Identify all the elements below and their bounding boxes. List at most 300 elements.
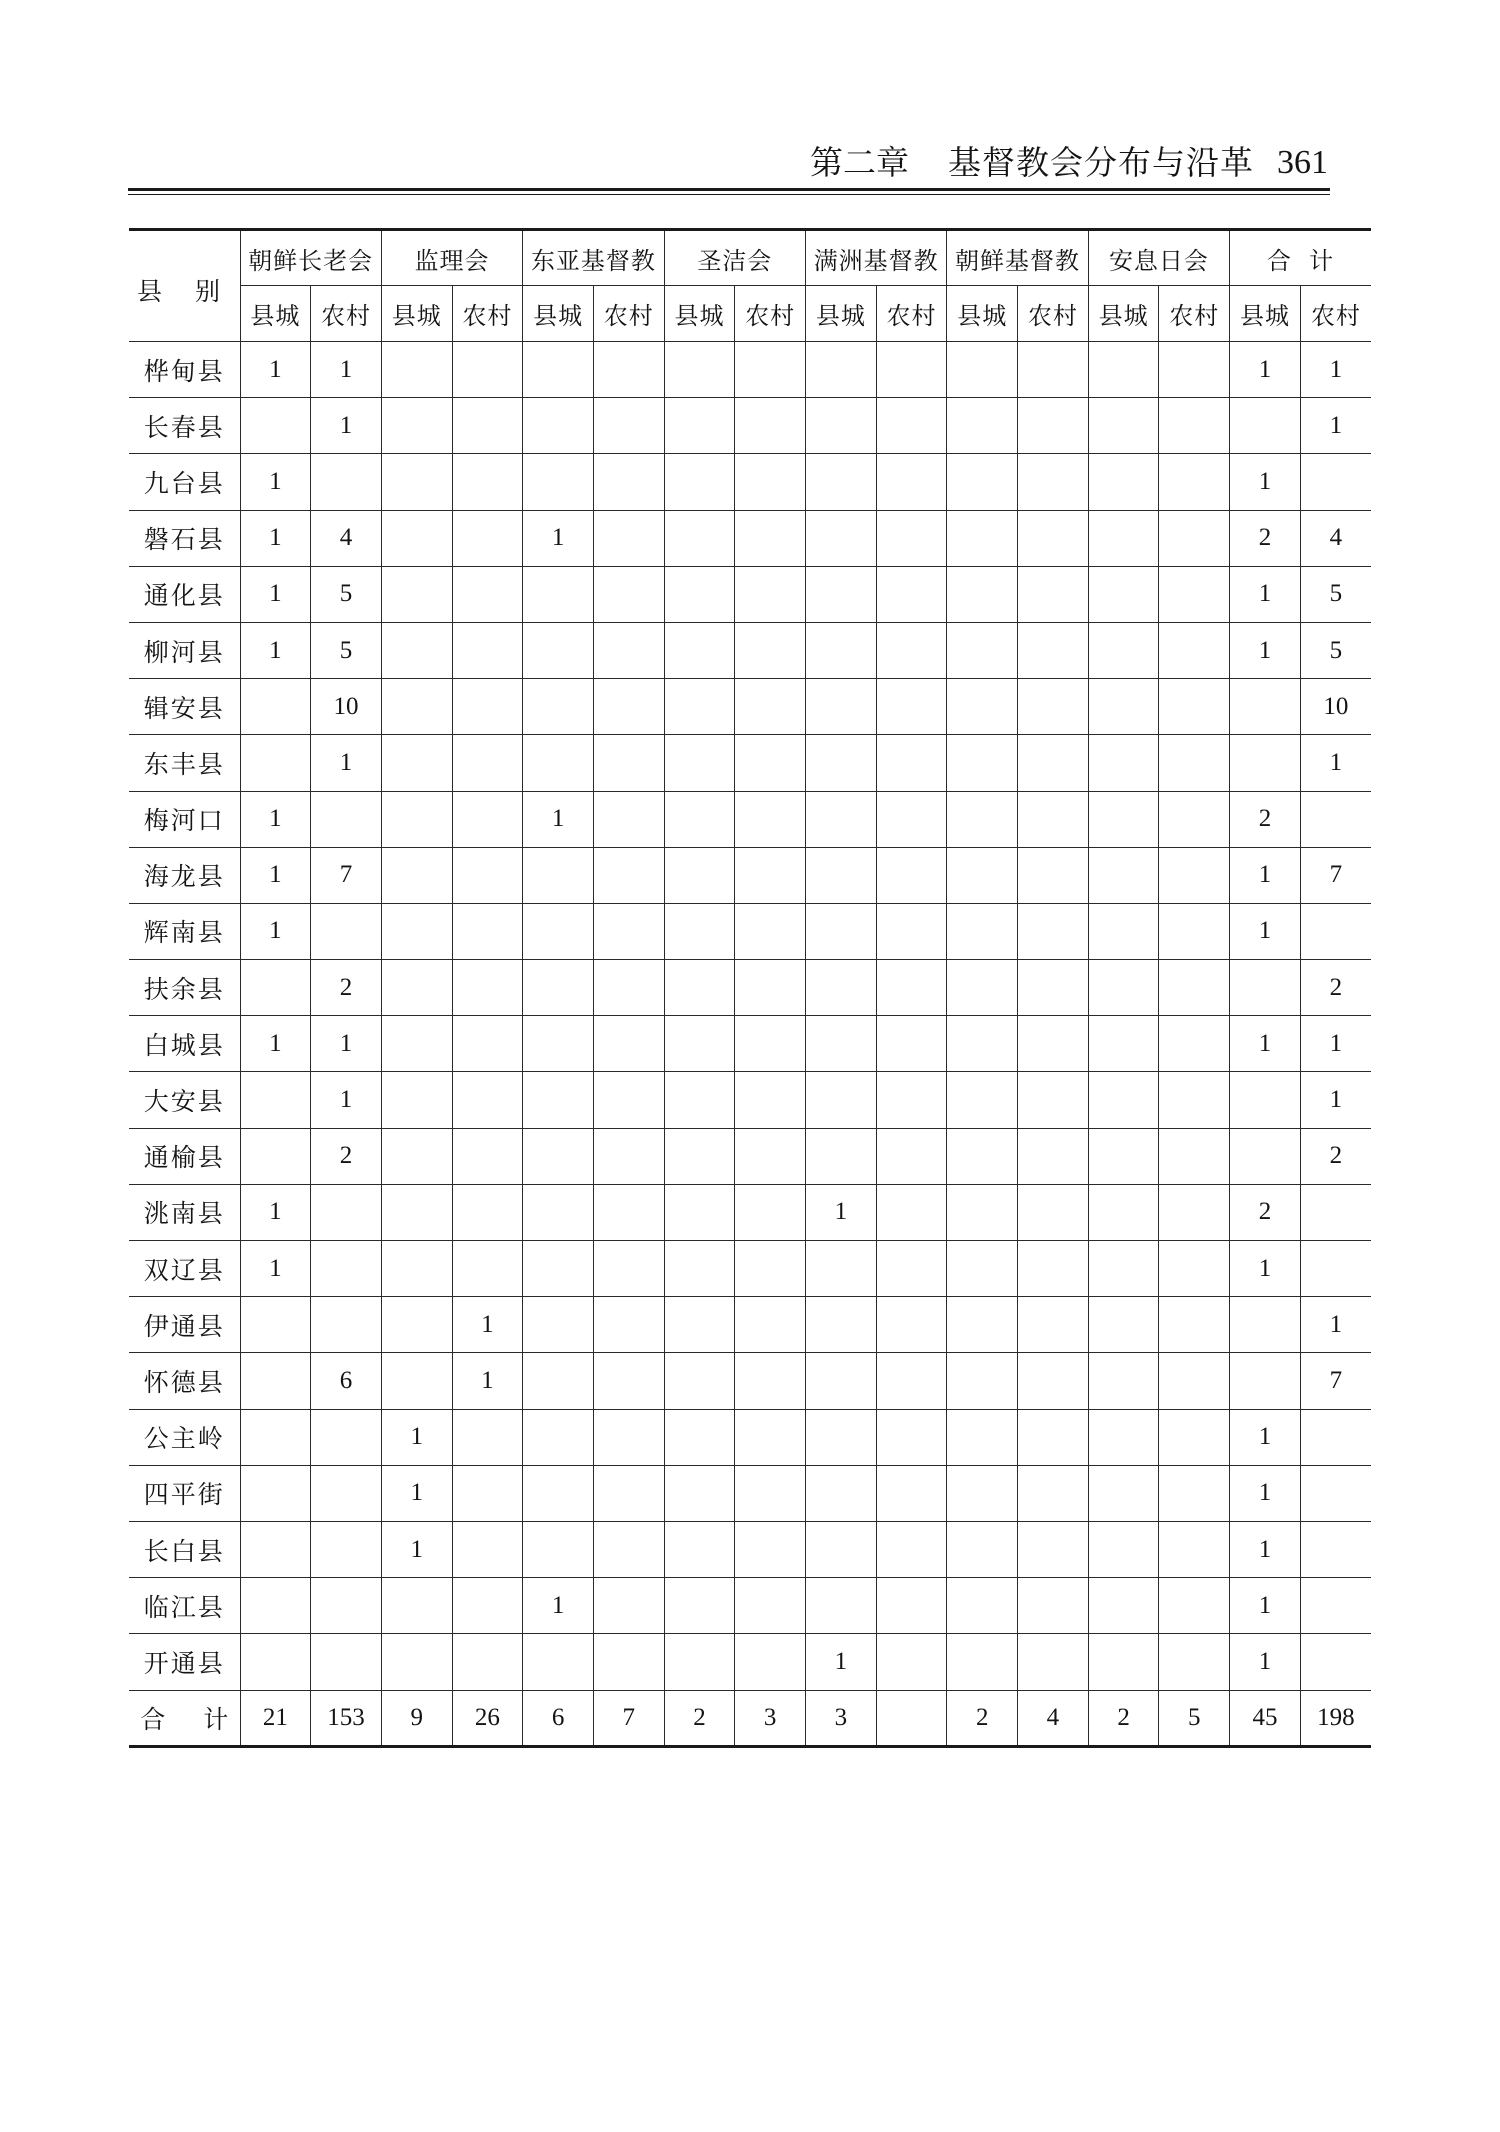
- count-cell: [452, 1521, 523, 1577]
- count-cell: [947, 566, 1018, 622]
- count-cell: [1159, 1072, 1230, 1128]
- count-cell: [1300, 1578, 1371, 1634]
- count-cell: [311, 1297, 382, 1353]
- count-cell: [311, 1634, 382, 1690]
- count-cell: [806, 791, 877, 847]
- count-cell: [735, 1184, 806, 1240]
- count-cell: [452, 454, 523, 510]
- count-cell: [735, 622, 806, 678]
- count-cell: [1300, 791, 1371, 847]
- count-cell: [664, 960, 735, 1016]
- count-cell: [806, 1578, 877, 1634]
- count-cell: [593, 1128, 664, 1184]
- count-cell: [1018, 1353, 1089, 1409]
- count-cell: 4: [311, 510, 382, 566]
- table-body: [129, 342, 1371, 1747]
- count-cell: [1018, 791, 1089, 847]
- count-cell: [311, 1409, 382, 1465]
- count-cell: [664, 566, 735, 622]
- count-cell: [381, 1634, 452, 1690]
- count-cell: [523, 847, 594, 903]
- count-cell: [1018, 342, 1089, 398]
- count-cell: [593, 454, 664, 510]
- count-cell: [1018, 903, 1089, 959]
- count-cell: [947, 1128, 1018, 1184]
- count-cell: 1: [523, 1578, 594, 1634]
- count-cell: 1: [381, 1521, 452, 1577]
- count-cell: [1159, 1016, 1230, 1072]
- county-name: 桦甸县: [129, 342, 240, 398]
- count-cell: [664, 903, 735, 959]
- denomination-header: 东亚基督教: [523, 230, 664, 286]
- count-cell: [523, 1297, 594, 1353]
- count-cell: [664, 1409, 735, 1465]
- count-cell: [381, 510, 452, 566]
- count-cell: [1159, 1353, 1230, 1409]
- count-cell: [1088, 1353, 1159, 1409]
- count-cell: [735, 1072, 806, 1128]
- count-cell: [523, 1465, 594, 1521]
- count-cell: [381, 903, 452, 959]
- count-cell: [1018, 1297, 1089, 1353]
- count-cell: [876, 791, 947, 847]
- total-cell: 3: [735, 1690, 806, 1746]
- count-cell: [806, 1353, 877, 1409]
- count-cell: [1159, 398, 1230, 454]
- count-cell: [876, 1184, 947, 1240]
- count-cell: [1018, 1578, 1089, 1634]
- count-cell: 1: [1230, 342, 1301, 398]
- count-cell: [593, 791, 664, 847]
- count-cell: [1088, 454, 1159, 510]
- count-cell: [1159, 679, 1230, 735]
- count-cell: [381, 791, 452, 847]
- count-cell: [1300, 1184, 1371, 1240]
- count-cell: 2: [1300, 1128, 1371, 1184]
- count-cell: [311, 1578, 382, 1634]
- count-cell: [1088, 903, 1159, 959]
- count-cell: [523, 903, 594, 959]
- running-header: [810, 138, 1330, 188]
- count-cell: [1159, 566, 1230, 622]
- count-cell: [664, 1016, 735, 1072]
- count-cell: [806, 960, 877, 1016]
- count-cell: [806, 566, 877, 622]
- count-cell: [806, 903, 877, 959]
- count-cell: [876, 847, 947, 903]
- total-cell: 198: [1300, 1690, 1371, 1746]
- total-cell: 5: [1159, 1690, 1230, 1746]
- count-cell: [452, 1409, 523, 1465]
- county-name: 四平街: [129, 1465, 240, 1521]
- count-cell: 1: [1300, 342, 1371, 398]
- count-cell: [735, 398, 806, 454]
- count-cell: [523, 566, 594, 622]
- table-row: [129, 510, 1371, 566]
- table-row: [129, 1016, 1371, 1072]
- header-rule-thick: [128, 188, 1330, 191]
- count-cell: [1088, 1241, 1159, 1297]
- count-cell: 1: [523, 791, 594, 847]
- county-name: 磐石县: [129, 510, 240, 566]
- total-cell: 2: [1088, 1690, 1159, 1746]
- count-cell: [593, 1241, 664, 1297]
- count-cell: [1018, 566, 1089, 622]
- count-cell: [1018, 1241, 1089, 1297]
- count-cell: [593, 1184, 664, 1240]
- count-cell: [947, 454, 1018, 510]
- count-cell: 1: [1230, 1578, 1301, 1634]
- count-cell: [1159, 1465, 1230, 1521]
- count-cell: [876, 903, 947, 959]
- count-cell: [593, 1578, 664, 1634]
- total-row: [129, 1690, 1371, 1746]
- count-cell: [735, 847, 806, 903]
- count-cell: 1: [452, 1297, 523, 1353]
- count-cell: [1018, 960, 1089, 1016]
- count-cell: 1: [1230, 1241, 1301, 1297]
- count-cell: [876, 1297, 947, 1353]
- count-cell: [240, 1128, 311, 1184]
- count-cell: [947, 1578, 1018, 1634]
- count-cell: [593, 1521, 664, 1577]
- count-cell: [806, 1297, 877, 1353]
- count-cell: [876, 960, 947, 1016]
- count-cell: [452, 1634, 523, 1690]
- count-cell: [1088, 1465, 1159, 1521]
- count-cell: [452, 1128, 523, 1184]
- count-cell: [381, 1578, 452, 1634]
- count-cell: [311, 1241, 382, 1297]
- count-cell: [947, 1297, 1018, 1353]
- count-cell: [1159, 1634, 1230, 1690]
- count-cell: [1159, 1184, 1230, 1240]
- count-cell: [947, 791, 1018, 847]
- count-cell: [240, 735, 311, 791]
- count-cell: [947, 960, 1018, 1016]
- count-cell: [523, 1016, 594, 1072]
- count-cell: [664, 735, 735, 791]
- sub-header-cell: 农村: [1018, 286, 1089, 342]
- county-name: 洮南县: [129, 1184, 240, 1240]
- count-cell: 1: [1230, 1409, 1301, 1465]
- sub-header-cell: 县城: [523, 286, 594, 342]
- count-cell: [1018, 847, 1089, 903]
- count-cell: [593, 903, 664, 959]
- county-name: 公主岭: [129, 1409, 240, 1465]
- count-cell: [1018, 454, 1089, 510]
- chapter-title: 基督教会分布与沿革: [948, 143, 1254, 182]
- county-name: 临江县: [129, 1578, 240, 1634]
- count-cell: [735, 342, 806, 398]
- count-cell: [452, 510, 523, 566]
- count-cell: [1088, 1072, 1159, 1128]
- total-cell: 7: [593, 1690, 664, 1746]
- count-cell: 2: [1230, 510, 1301, 566]
- count-cell: [1159, 960, 1230, 1016]
- count-cell: 1: [240, 454, 311, 510]
- count-cell: [664, 454, 735, 510]
- count-cell: [1230, 960, 1301, 1016]
- count-cell: [1088, 1634, 1159, 1690]
- total-cell: 9: [381, 1690, 452, 1746]
- count-cell: [523, 1521, 594, 1577]
- count-cell: [735, 735, 806, 791]
- count-cell: [593, 1465, 664, 1521]
- count-cell: [381, 1184, 452, 1240]
- count-cell: [664, 1578, 735, 1634]
- count-cell: [876, 1465, 947, 1521]
- page-number: 361: [1277, 144, 1328, 181]
- count-cell: [1088, 510, 1159, 566]
- count-cell: [240, 1409, 311, 1465]
- count-cell: [1088, 1297, 1159, 1353]
- count-cell: [452, 960, 523, 1016]
- count-cell: 1: [1230, 903, 1301, 959]
- count-cell: [593, 735, 664, 791]
- count-cell: 1: [1230, 454, 1301, 510]
- denomination-header: 安息日会: [1088, 230, 1229, 286]
- sub-header-cell: 县城: [664, 286, 735, 342]
- count-cell: [947, 1353, 1018, 1409]
- count-cell: 5: [311, 622, 382, 678]
- count-cell: 1: [1300, 398, 1371, 454]
- count-cell: [1300, 1634, 1371, 1690]
- count-cell: [1088, 791, 1159, 847]
- count-cell: 1: [240, 510, 311, 566]
- count-cell: [381, 566, 452, 622]
- header-rule-thin: [128, 194, 1330, 195]
- count-cell: [523, 342, 594, 398]
- count-cell: [876, 735, 947, 791]
- sub-header-cell: 农村: [452, 286, 523, 342]
- count-cell: 5: [311, 566, 382, 622]
- count-cell: 1: [311, 735, 382, 791]
- count-cell: [1088, 1521, 1159, 1577]
- count-cell: [452, 735, 523, 791]
- count-cell: [947, 1409, 1018, 1465]
- county-name: 通化县: [129, 566, 240, 622]
- sub-header-cell: 农村: [1300, 286, 1371, 342]
- count-cell: [876, 679, 947, 735]
- count-cell: [381, 342, 452, 398]
- count-cell: [1088, 1016, 1159, 1072]
- count-cell: 1: [311, 342, 382, 398]
- sub-header-cell: 县城: [1088, 286, 1159, 342]
- count-cell: [876, 1241, 947, 1297]
- count-cell: [735, 1578, 806, 1634]
- count-cell: [806, 1016, 877, 1072]
- table-row: [129, 566, 1371, 622]
- count-cell: [1300, 1409, 1371, 1465]
- count-cell: 1: [1300, 1016, 1371, 1072]
- chapter-label: 第二章: [810, 143, 909, 182]
- count-cell: [1088, 1409, 1159, 1465]
- count-cell: [240, 1072, 311, 1128]
- count-cell: [947, 1072, 1018, 1128]
- total-cell: [876, 1690, 947, 1746]
- count-cell: [452, 398, 523, 454]
- count-cell: [1230, 1072, 1301, 1128]
- count-cell: [452, 1578, 523, 1634]
- count-cell: [593, 847, 664, 903]
- count-cell: [876, 1128, 947, 1184]
- count-cell: [735, 454, 806, 510]
- county-name: 九台县: [129, 454, 240, 510]
- count-cell: [1018, 735, 1089, 791]
- count-cell: [1159, 1297, 1230, 1353]
- count-cell: 6: [311, 1353, 382, 1409]
- denomination-header: 朝鲜基督教: [947, 230, 1088, 286]
- count-cell: [1159, 342, 1230, 398]
- count-cell: [240, 1634, 311, 1690]
- table-row: [129, 1297, 1371, 1353]
- table-row: [129, 903, 1371, 959]
- count-cell: [523, 960, 594, 1016]
- count-cell: [593, 566, 664, 622]
- table-row: [129, 398, 1371, 454]
- sub-header-cell: 县城: [947, 286, 1018, 342]
- count-cell: [806, 1465, 877, 1521]
- table-row: [129, 1241, 1371, 1297]
- count-cell: [664, 1465, 735, 1521]
- count-cell: [1018, 1465, 1089, 1521]
- count-cell: [1300, 1521, 1371, 1577]
- count-cell: [523, 1634, 594, 1690]
- count-cell: [593, 1016, 664, 1072]
- count-cell: [452, 1241, 523, 1297]
- county-name: 柳河县: [129, 622, 240, 678]
- count-cell: 1: [311, 1016, 382, 1072]
- count-cell: [1018, 1128, 1089, 1184]
- count-cell: [735, 903, 806, 959]
- count-cell: [735, 679, 806, 735]
- count-cell: [735, 1241, 806, 1297]
- count-cell: [1230, 679, 1301, 735]
- count-cell: [311, 903, 382, 959]
- count-cell: 1: [240, 566, 311, 622]
- count-cell: 5: [1300, 622, 1371, 678]
- county-name: 开通县: [129, 1634, 240, 1690]
- count-cell: [523, 1184, 594, 1240]
- count-cell: [1018, 1016, 1089, 1072]
- count-cell: [381, 622, 452, 678]
- count-cell: [947, 735, 1018, 791]
- count-cell: [381, 1128, 452, 1184]
- count-cell: [311, 1184, 382, 1240]
- count-cell: 4: [1300, 510, 1371, 566]
- table-row: [129, 679, 1371, 735]
- count-cell: [1230, 735, 1301, 791]
- sub-header-cell: 农村: [876, 286, 947, 342]
- count-cell: [1088, 1578, 1159, 1634]
- count-cell: [240, 1521, 311, 1577]
- count-cell: [664, 1072, 735, 1128]
- table-row: [129, 847, 1371, 903]
- count-cell: [947, 1465, 1018, 1521]
- count-cell: [1159, 622, 1230, 678]
- count-cell: 1: [1230, 566, 1301, 622]
- count-cell: [806, 510, 877, 566]
- county-name: 怀德县: [129, 1353, 240, 1409]
- count-cell: [1088, 342, 1159, 398]
- count-cell: 1: [1300, 735, 1371, 791]
- count-cell: [806, 398, 877, 454]
- table-row: [129, 1578, 1371, 1634]
- sub-header-cell: 县城: [240, 286, 311, 342]
- count-cell: [1159, 903, 1230, 959]
- count-cell: [735, 791, 806, 847]
- count-cell: [1088, 679, 1159, 735]
- count-cell: [452, 1184, 523, 1240]
- count-cell: [735, 1521, 806, 1577]
- count-cell: [452, 1016, 523, 1072]
- total-cell: 4: [1018, 1690, 1089, 1746]
- table-row: [129, 960, 1371, 1016]
- count-cell: [876, 454, 947, 510]
- table-row: [129, 1072, 1371, 1128]
- count-cell: [523, 454, 594, 510]
- count-cell: [381, 398, 452, 454]
- count-cell: [381, 1072, 452, 1128]
- count-cell: [1088, 1128, 1159, 1184]
- count-cell: [806, 1521, 877, 1577]
- county-name: 扶余县: [129, 960, 240, 1016]
- count-cell: [806, 1128, 877, 1184]
- count-cell: 1: [806, 1184, 877, 1240]
- count-cell: [735, 1297, 806, 1353]
- count-cell: 1: [240, 622, 311, 678]
- count-cell: 10: [1300, 679, 1371, 735]
- count-cell: [593, 1634, 664, 1690]
- count-cell: 1: [381, 1465, 452, 1521]
- count-cell: [735, 566, 806, 622]
- count-cell: [593, 960, 664, 1016]
- count-cell: [1300, 1465, 1371, 1521]
- count-cell: 1: [452, 1353, 523, 1409]
- count-cell: [1018, 1072, 1089, 1128]
- count-cell: 1: [1230, 1521, 1301, 1577]
- count-cell: [381, 735, 452, 791]
- count-cell: [452, 791, 523, 847]
- county-name: 通榆县: [129, 1128, 240, 1184]
- count-cell: [593, 1072, 664, 1128]
- sub-header-cell: 农村: [593, 286, 664, 342]
- count-cell: [664, 622, 735, 678]
- count-cell: [947, 903, 1018, 959]
- count-cell: 10: [311, 679, 382, 735]
- count-cell: [240, 960, 311, 1016]
- table-row: [129, 791, 1371, 847]
- count-cell: [523, 1353, 594, 1409]
- count-cell: [381, 960, 452, 1016]
- count-cell: [1300, 903, 1371, 959]
- count-cell: [593, 342, 664, 398]
- count-cell: [664, 398, 735, 454]
- total-label: [129, 1690, 240, 1746]
- count-cell: [311, 454, 382, 510]
- count-cell: [664, 510, 735, 566]
- count-cell: [452, 566, 523, 622]
- count-cell: [806, 622, 877, 678]
- count-cell: [1159, 1241, 1230, 1297]
- count-cell: 1: [240, 1184, 311, 1240]
- sub-header-cell: 县城: [1230, 286, 1301, 342]
- county-name: 长白县: [129, 1521, 240, 1577]
- count-cell: [452, 1072, 523, 1128]
- count-cell: [806, 342, 877, 398]
- sub-header-cell: 农村: [1159, 286, 1230, 342]
